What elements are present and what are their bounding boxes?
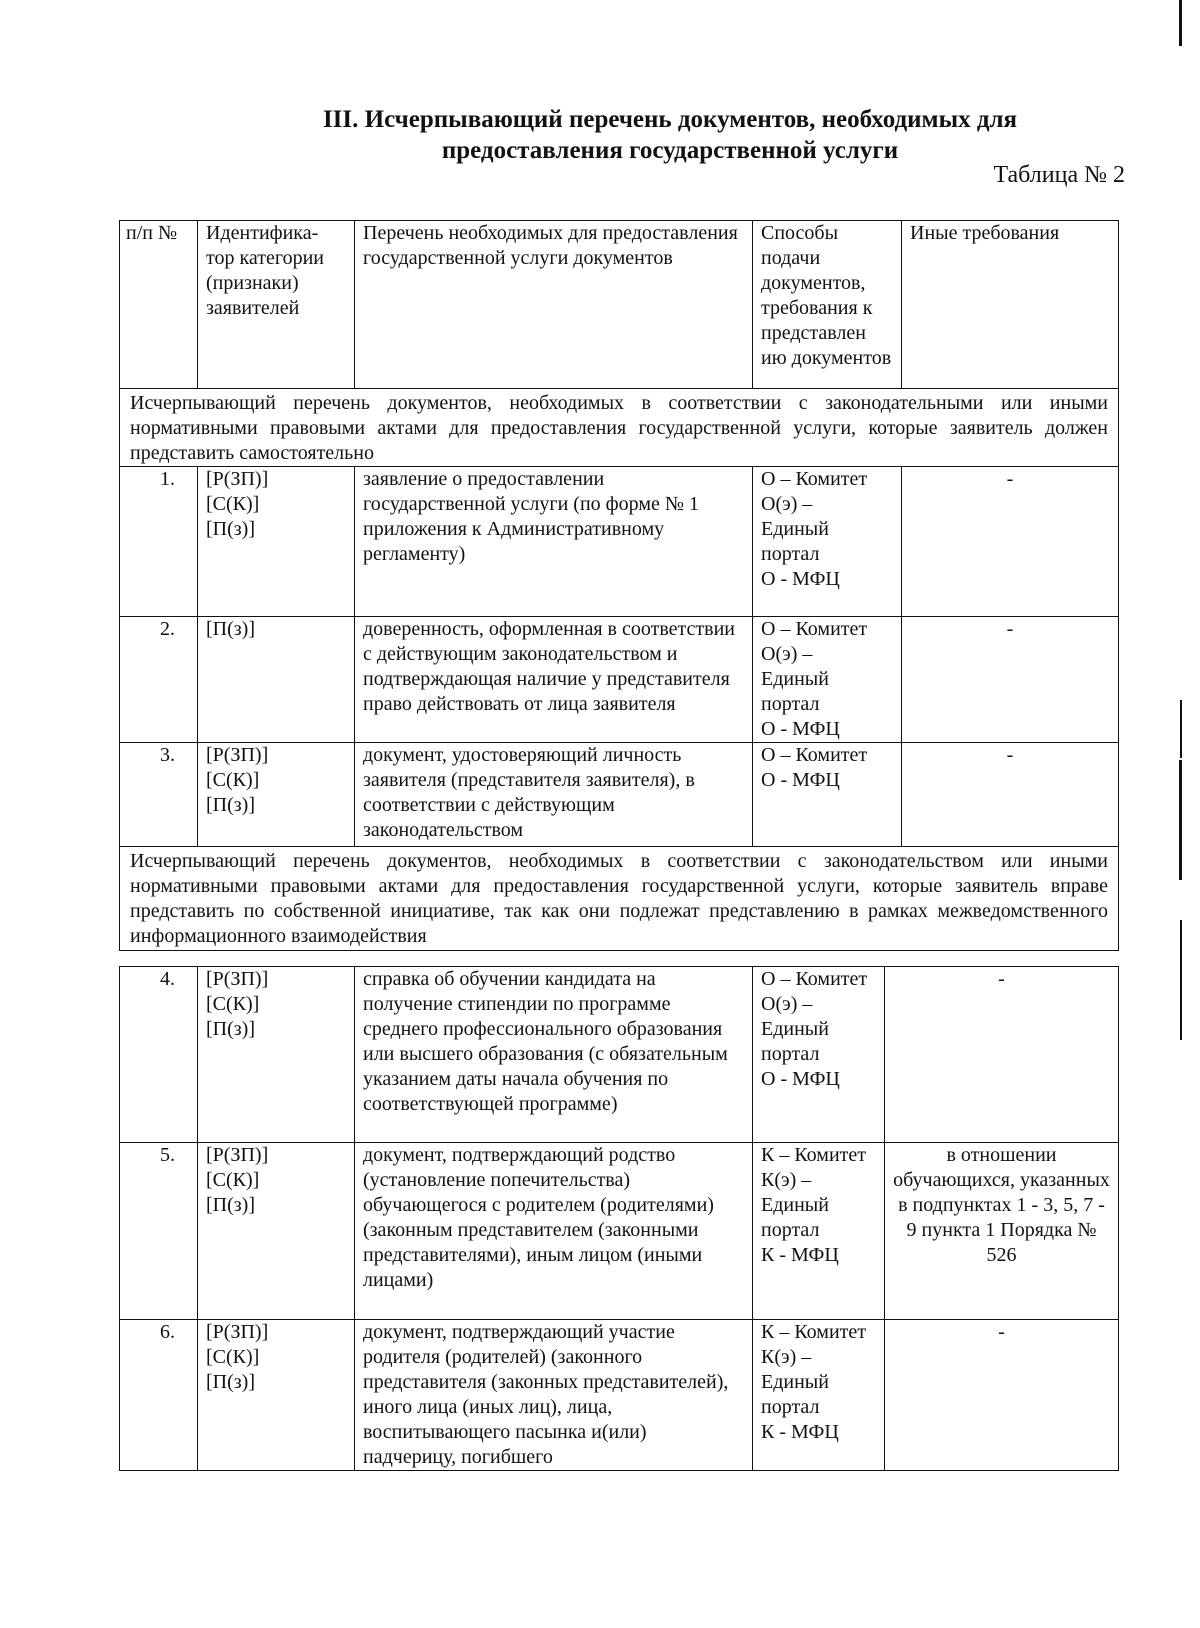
section-row bbox=[120, 389, 1119, 467]
table-row bbox=[120, 967, 1119, 1143]
row-category: [Р(ЗП)] [С(К)] [П(з)] bbox=[198, 1143, 355, 1320]
row-other: - bbox=[885, 1320, 1119, 1471]
row-number: 4. bbox=[120, 967, 198, 1143]
row-methods: О – Комитет О(э) – Единый портал О - МФЦ bbox=[753, 467, 902, 617]
documents-table-part-1 bbox=[119, 220, 1119, 951]
row-number: 2. bbox=[120, 617, 198, 743]
documents-table-part-2 bbox=[119, 966, 1119, 1471]
row-document: доверенность, оформленная в соответствии с действующим законодательством и подтверждающая наличие у представителя право действовать от лица заявителя bbox=[355, 617, 753, 743]
table-row bbox=[120, 743, 1119, 847]
row-number: 5. bbox=[120, 1143, 198, 1320]
row-category: [Р(ЗП)] [С(К)] [П(з)] bbox=[198, 967, 355, 1143]
row-number: 6. bbox=[120, 1320, 198, 1471]
row-methods: О – Комитет О - МФЦ bbox=[753, 743, 902, 847]
row-methods: О – Комитет О(э) – Единый портал О - МФЦ bbox=[753, 617, 902, 743]
table-header-row bbox=[120, 221, 1119, 389]
row-methods: К – Комитет К(э) – Единый портал К - МФЦ bbox=[753, 1320, 885, 1471]
row-category: [Р(ЗП)] [С(К)] [П(з)] bbox=[198, 743, 355, 847]
header-documents: Перечень необходимых для предоставления государственной услуги документов bbox=[355, 221, 753, 389]
row-other: - bbox=[902, 467, 1119, 617]
scan-edge-mark bbox=[1179, 760, 1182, 880]
row-number: 3. bbox=[120, 743, 198, 847]
scan-edge-mark bbox=[1179, 0, 1182, 46]
row-other: - bbox=[885, 967, 1119, 1143]
row-category: [Р(ЗП)] [С(К)] [П(з)] bbox=[198, 1320, 355, 1471]
row-document: справка об обучении кандидата на получение стипендии по программе среднего профессионального образования или высшего образования (с обязательным указанием даты начала обучения по соответствующей программе) bbox=[355, 967, 753, 1143]
row-methods: К – Комитет К(э) – Единый портал К - МФЦ bbox=[753, 1143, 885, 1320]
section-title: III. Исчерпывающий перечень документов, необходимых для предоставления государственной услуги bbox=[322, 106, 1018, 164]
scan-edge-mark bbox=[1180, 700, 1182, 758]
table-row bbox=[120, 617, 1119, 743]
row-number: 1. bbox=[120, 467, 198, 617]
header-category: Идентифика-тор категории (признаки) заявителей bbox=[198, 221, 355, 389]
table-row bbox=[120, 1143, 1119, 1320]
row-methods: О – Комитет О(э) – Единый портал О - МФЦ bbox=[753, 967, 885, 1143]
row-other: - bbox=[902, 743, 1119, 847]
section-row bbox=[120, 847, 1119, 951]
row-document: документ, подтверждающий участие родителя (родителей) (законного представителя (законных представителей), иного лица (иных лиц), лица, воспитывающего пасынка и(или) падчерицу, погибшего bbox=[355, 1320, 753, 1471]
header-methods: Способы подачи документов, требования к представлен ию документов bbox=[753, 221, 902, 389]
section-heading-2: Исчерпывающий перечень документов, необходимых в соответствии с законодательством или иными нормативными правовыми актами для предоставления государственной услуги, которые заявитель вправе представить по собственной инициативе, так как они подлежат представлению в рамках межведомственного информационного взаимодействия bbox=[120, 847, 1119, 951]
header-num: п/п № bbox=[120, 221, 198, 389]
table-number: Таблица № 2 bbox=[993, 162, 1125, 188]
row-document: документ, подтверждающий родство (установление попечительства) обучающегося с родителем (родителями) (законным представителем (законными представителями), иным лицом (иными лицами) bbox=[355, 1143, 753, 1320]
row-category: [Р(ЗП)] [С(К)] [П(з)] bbox=[198, 467, 355, 617]
scan-edge-mark bbox=[1180, 920, 1182, 1040]
row-category: [П(з)] bbox=[198, 617, 355, 743]
table-row bbox=[120, 467, 1119, 617]
row-other: в отношении обучающихся, указанных в подпунктах 1 - 3, 5, 7 - 9 пункта 1 Порядка № 526 bbox=[885, 1143, 1119, 1320]
section-heading-1: Исчерпывающий перечень документов, необходимых в соответствии с законодательными или иными нормативными правовыми актами для предоставления государственной услуги, которые заявитель должен представить самостоятельно bbox=[120, 389, 1119, 467]
table-row bbox=[120, 1320, 1119, 1471]
header-other: Иные требования bbox=[902, 221, 1119, 389]
row-other: - bbox=[902, 617, 1119, 743]
row-document: заявление о предоставлении государственной услуги (по форме № 1 приложения к Административному регламенту) bbox=[355, 467, 753, 617]
row-document: документ, удостоверяющий личность заявителя (представителя заявителя), в соответствии с действующим законодательством bbox=[355, 743, 753, 847]
